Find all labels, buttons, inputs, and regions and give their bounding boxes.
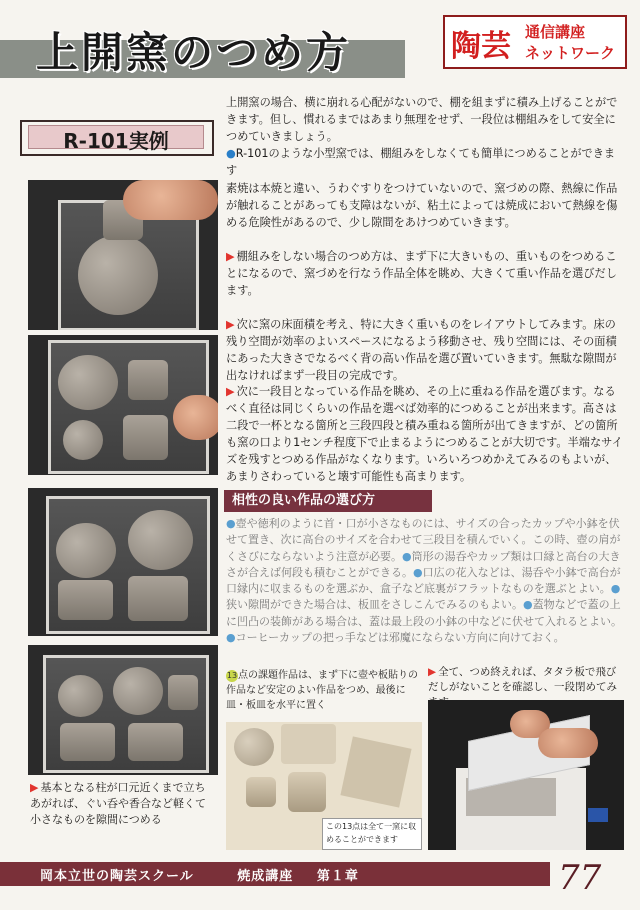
logo-sub-text-2: ネットワーク [525,44,616,62]
example-badge [20,120,214,156]
pot-shape [234,728,274,766]
bullet-dot-icon: ● [523,598,533,612]
pot-shape [128,510,193,570]
tip-item: 狭い隙間ができた場合は、板皿をさしこんでみるのもよい。 [226,598,523,612]
section-heading: 相性の良い作品の選び方 [224,490,432,512]
bullet-dot-icon: ● [226,147,236,160]
caption-right-bottom-text: 全て、つめ終えれば、タタラ板で飛びだしがないことを確認し、一段閉めてみ [428,666,617,693]
controller-panel [588,808,608,822]
footer-school: 岡本立世の陶芸スクール [40,869,194,884]
caption-13-pieces [226,668,422,713]
photo-kiln-closing [428,700,624,850]
pot-shape [113,667,163,715]
photo-13-pieces [226,722,422,850]
paragraph-stacking [226,383,624,485]
paragraph-selection [226,248,624,299]
cup-shape [128,576,188,621]
caption-left-bottom [30,780,210,828]
example-badge-label: R-101実例 [63,129,169,153]
tip-item: 口広の花入などは、湯呑や小鉢で高台が口縁内に収まるものを選ぶか、盒子など底裏がフラットなものを選ぶとよい。 [226,565,621,596]
plate-shape [281,724,336,764]
bullet-dot-icon: ● [402,549,412,563]
course-logo [443,15,627,69]
tip-item: 筒形の湯呑やカップ類は口縁と高台の大きさが合えば何段も積むことができる。 [226,549,621,579]
inset-caption: この13点は全て一窯に収めることができます [326,822,417,844]
footer-text [40,865,359,884]
bullet-dot-icon: ● [610,582,621,596]
cup-shape [123,415,168,460]
tip-item: 蓋物などで蓋の上に凹凸の装飾がある場合は、蓋は最上段の小鉢の中などに伏せて入れるとよい。 [226,598,622,628]
pot-shape [63,420,103,460]
bullet-dot-icon: ● [226,631,236,645]
cup-shape [128,723,183,761]
bullet-dot-icon: ● [413,565,423,579]
hand-shape [123,180,218,220]
photo-kiln-step-3 [28,488,218,636]
caption-left-bottom-text: 基本となる柱が口元近くまで立ちあがれば、ぐい呑や香合など軽くて小さなものを隙間につめる [30,781,206,826]
cup-shape [58,580,113,620]
page-title: 上開窯のつめ方 [36,28,352,77]
photo-kiln-step-1 [28,180,218,330]
cup-shape [246,777,276,807]
example-badge-inner [28,125,204,153]
paragraph-stacking-text: 次に一段目となっている作品を眺め、その上に重ねる作品を選びます。なるべく直径は同じくらいの作品を選べば効率的につめることが出来ます。高さは二段で一杯となる箇所と三段四段と積み重ねる箇所が出てきますが、どの箇所も窯の口より1センチ程度下で止まるようにつめることが大切です。半端なサイズを残すとつめる作品がなくなります。いろいろつめかえてみるのもよいが、あまりさわっていると壊す可能性も高まります。 [226,385,623,483]
arrow-marker-icon: ▶ [226,385,235,398]
hand-shape [538,728,598,758]
intro-paragraph-2: R-101のような小型窯では、棚組みをしなくても簡単につめることができます [226,147,616,177]
footer-bar [0,862,550,886]
paragraph-selection-text: 棚組みをしない場合のつめ方は、まず下に大きいもの、重いものをつめることになるので、窯づめを行なう作品全体を眺め、大きくて重い作品を選びだします。 [226,250,617,297]
tip-item: コーヒーカップの把っ手などは邪魔にならない方向に向けておく。 [235,631,565,645]
logo-main-text: 陶芸 [451,29,511,64]
paragraph-layout [226,316,624,384]
cup-shape [60,723,115,761]
cup-shape [288,772,326,812]
bullet-dot-icon: ● [226,517,236,530]
pot-shape [58,675,103,717]
intro-paragraph-1: 上開窯の場合、横に崩れる心配がないので、棚を組まずに積み上げることができます。但し、慣れるまではあまり無理をせず、一段位は棚組みをして安全につめていきましょう。 [226,96,618,143]
logo-sub-text-1: 通信講座 [525,23,586,41]
photo-kiln-step-4 [28,645,218,775]
arrow-marker-icon: ▶ [428,666,437,678]
hand-shape [173,395,218,440]
pot-shape [58,355,118,410]
pot-shape [78,235,158,315]
inset-caption-box [322,818,422,850]
footer-chapter: 第１章 [316,869,359,884]
arrow-marker-icon: ▶ [226,250,235,263]
photo-kiln-step-2 [28,335,218,475]
cup-shape [168,675,198,710]
page-number: 77 [558,858,602,898]
caption-13-pieces-text: 点の課題作品は、まず下に壺や板貼りの作品など安定のよい作品をつめ、最後に皿・板皿を水平に置く [226,670,418,711]
tips-list [226,516,624,646]
intro-text [226,94,626,179]
footer-course: 焼成講座 [237,869,294,884]
tip-item: 壺や徳利のように首・口が小さなものには、サイズの合ったカップや小鉢を伏せて置き、次に高台のサイズを合わせて三段目を積んでいく。この時、壺の肩がくさびにならないよう注意が必要。 [226,517,621,563]
arrow-marker-icon: ▶ [30,781,39,794]
paragraph-bisque: 素焼は本焼と違い、うわぐすりをつけていないので、窯づめの際、熱線に作品が触れることがあっても支障はないが、粘土によっては焼成において熱線を傷める危険性があるので、少し隙間をあけつめていきます。 [226,182,618,229]
pot-shape [56,523,116,578]
number-badge: 13 [226,671,238,680]
paragraph-layout-text: 次に窯の床面積を考え、特に大きく重いものをレイアウトしてみます。床の残り空間が効率のよいスペースになるよう移動させ、残り空間には、その面積にあった大きさでなるべく背の高い作品を選び置いていきます。無駄な隙間が出なければまず一段目の完成です。 [226,318,617,382]
cup-shape [128,360,168,400]
plate-shape [340,736,411,807]
arrow-marker-icon: ▶ [226,318,235,331]
